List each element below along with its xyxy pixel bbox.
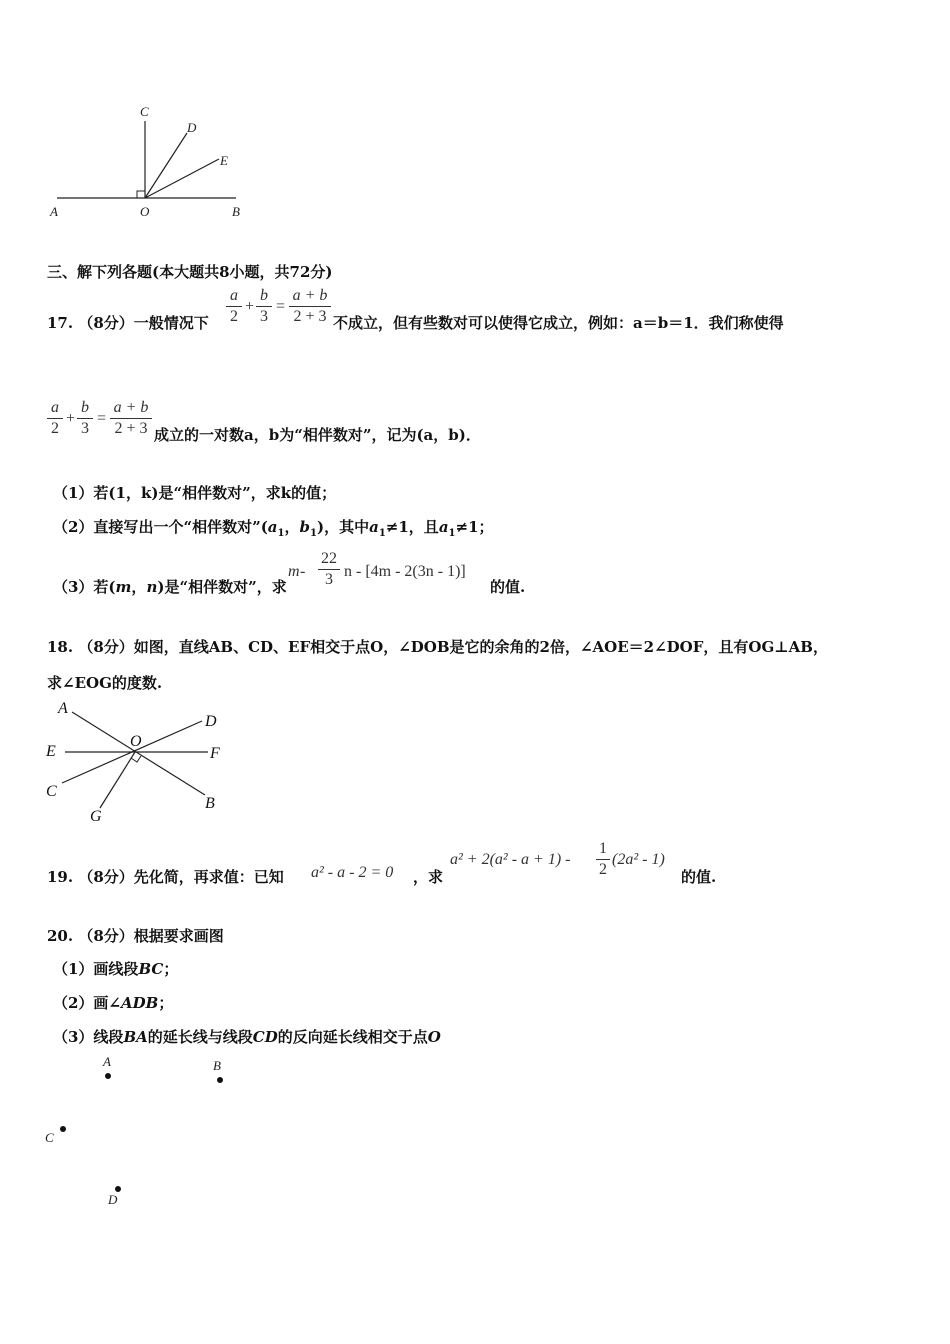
q17-sub2-mid: )，其中	[316, 518, 370, 536]
section-heading: 三、解下列各题(本大题共8小题，共72分)	[47, 263, 333, 281]
point-a	[105, 1073, 111, 1079]
var-a: a	[369, 518, 379, 536]
q20-sub3	[53, 1026, 441, 1047]
ray-od	[145, 133, 187, 198]
q17-frac-a2-b	[47, 399, 63, 438]
var-o: O	[427, 1028, 441, 1046]
q20-sub2-suffix: ；	[158, 994, 174, 1012]
label-d: D	[187, 120, 197, 135]
q17-sub2-neq2: ≠1；	[455, 518, 494, 536]
q19-expr-right: (2a² - 1)	[612, 851, 665, 868]
q17-sub3-open: （3）若(	[53, 578, 116, 596]
var-ba: BA	[123, 1028, 148, 1046]
point-c	[60, 1126, 66, 1132]
subscript: 1	[378, 528, 386, 539]
expr-frac-22-3	[318, 550, 340, 589]
q18-label-c: C	[46, 783, 57, 800]
var-cd: CD	[252, 1028, 278, 1046]
frac-num: b	[260, 287, 268, 304]
q20-sub3-mid2: 的反向延长线相交于点	[277, 1028, 428, 1046]
ray-og	[100, 752, 135, 808]
q20-label-c: C	[45, 1130, 54, 1145]
label-o: O	[140, 204, 150, 219]
q17-sub3-mid: )是“相伴数对”，求	[157, 578, 287, 596]
q17-intro: 一般情况下	[133, 314, 209, 332]
q20-line	[47, 925, 224, 946]
q17-line1	[47, 312, 209, 333]
frac-den: 2 + 3	[293, 308, 327, 325]
var-m: m	[115, 578, 132, 596]
frac-den: 3	[81, 420, 89, 437]
q17-text2: 成立的一对数a，b为“相伴数对”，记为(a，b)．	[154, 426, 481, 444]
subscript: 1	[277, 528, 285, 539]
q17-frac-ab-b	[110, 399, 152, 438]
q18-text2: 求∠EOG的度数.	[47, 674, 163, 692]
var-bc: BC	[138, 960, 164, 978]
q17-text1: 不成立，但有些数对可以使得它成立，例如：a＝b＝1．我们称使得	[333, 314, 784, 332]
q18-line1	[47, 636, 828, 657]
q17-eq-b: =	[97, 410, 107, 427]
q20-sub2-prefix: （2）画∠	[53, 994, 122, 1012]
q19-text1: 先化简，再求值：已知	[133, 868, 284, 886]
frac-num: a + b	[113, 399, 149, 416]
q17-eq: =	[276, 298, 286, 315]
expr-minus: -	[300, 563, 306, 580]
q19-text2: ，求	[413, 868, 444, 886]
q18-label-o: O	[130, 733, 142, 750]
q20-sub1-suffix: ；	[163, 960, 179, 978]
q20-number: 20.	[47, 927, 74, 945]
q18-label-f: F	[210, 745, 220, 762]
frac-num: 1	[599, 840, 607, 857]
q19-points: （8分）	[78, 868, 134, 886]
q19-frac-half	[596, 840, 610, 879]
frac-den: 3	[325, 571, 333, 588]
q17-points: （8分）	[78, 314, 134, 332]
q17-frac-b3-b	[77, 399, 93, 438]
q17-frac-ab	[289, 287, 331, 326]
var-a: a	[267, 518, 278, 536]
var-adb: ADB	[121, 994, 159, 1012]
q19-line	[47, 866, 284, 887]
q19-condition: a² - a - 2 = 0	[311, 864, 394, 881]
q18-points: （8分）	[78, 638, 134, 656]
var-n: n	[146, 578, 158, 596]
comma: ，	[131, 578, 147, 596]
q20-title: 根据要求画图	[133, 927, 224, 945]
q17-frac-a2	[226, 287, 242, 326]
frac-num: b	[81, 399, 89, 416]
q17-sub2-neq1: ≠1，且	[385, 518, 439, 536]
q18-label-a: A	[58, 700, 68, 717]
q18-label-d: D	[205, 713, 217, 730]
q19-expr-left: a² + 2(a² - a + 1) -	[450, 851, 571, 868]
ray-oe	[145, 159, 219, 198]
q18-text1: 如图，直线AB、CD、EF相交于点O，∠DOB是它的余角的2倍，∠AOE＝2∠DOF，且有OG⊥AB，	[133, 638, 828, 656]
q20-label-a: A	[103, 1054, 111, 1069]
frac-num: 22	[321, 550, 337, 567]
q20-points: （8分）	[78, 927, 134, 945]
q17-frac-b3	[256, 287, 272, 326]
label-c: C	[140, 104, 149, 119]
frac-den: 2	[230, 308, 238, 325]
label-b: B	[232, 204, 240, 219]
comma: ，	[284, 518, 300, 536]
q20-sub1	[53, 958, 178, 979]
var-a: a	[438, 518, 449, 536]
right-angle-mark	[137, 191, 145, 198]
expr-m: m	[288, 563, 300, 580]
point-b	[217, 1077, 223, 1083]
q18-label-b: B	[205, 795, 215, 812]
subscript: 1	[310, 528, 317, 539]
q20-label-b: B	[213, 1058, 221, 1073]
frac-den: 2 + 3	[114, 420, 148, 437]
q17-sub1: （1）若(1，k)是“相伴数对”，求k的值；	[53, 484, 337, 502]
q18-label-e: E	[46, 743, 56, 760]
q19-number: 19.	[47, 868, 74, 886]
var-b: b	[299, 518, 311, 536]
q19-text3: 的值.	[681, 868, 717, 886]
label-a: A	[50, 204, 58, 219]
q20-sub3-mid1: 的延长线与线段	[147, 1028, 253, 1046]
q17-sub3-prefix	[53, 576, 287, 597]
expr-rest: n - [4m - 2(3n - 1)]	[344, 563, 466, 580]
q20-sub1-prefix: （1）画线段	[53, 960, 139, 978]
q18-label-g: G	[90, 808, 102, 825]
q17-plus: +	[245, 298, 255, 315]
q17-number: 17.	[47, 314, 74, 332]
q17-sub2-prefix: （2）直接写出一个“相伴数对”(	[53, 518, 268, 536]
figure-q20-points	[40, 1055, 260, 1215]
label-e: E	[220, 153, 228, 168]
q20-sub3-prefix: （3）线段	[53, 1028, 124, 1046]
subscript: 1	[448, 528, 456, 539]
frac-num: a	[230, 287, 238, 304]
frac-num: a + b	[292, 287, 328, 304]
line-ab	[72, 712, 205, 795]
frac-den: 2	[599, 861, 607, 878]
frac-num: a	[51, 399, 59, 416]
q17-sub2	[53, 516, 494, 539]
frac-den: 3	[260, 308, 268, 325]
frac-den: 2	[51, 420, 59, 437]
q17-sub3-suffix: 的值.	[490, 578, 526, 596]
q20-label-d: D	[108, 1192, 118, 1207]
q20-sub2	[53, 992, 173, 1013]
q18-number: 18.	[47, 638, 74, 656]
q17-plus-b: +	[66, 410, 76, 427]
